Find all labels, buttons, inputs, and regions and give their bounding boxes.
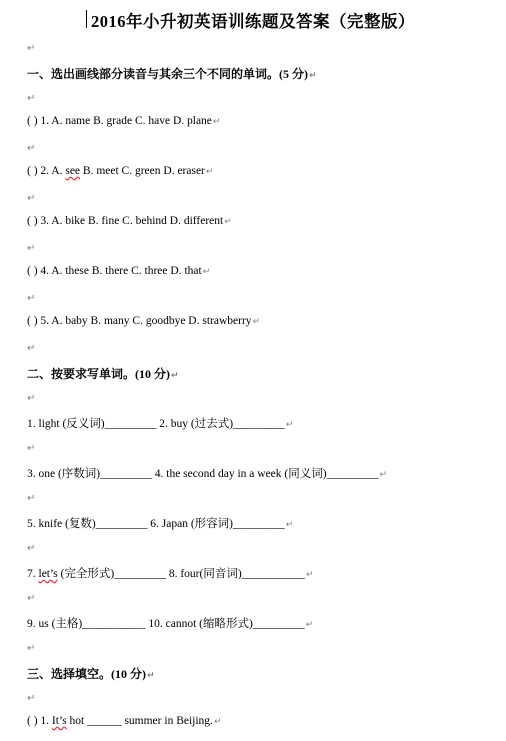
paragraph-mark: ↵ xyxy=(285,520,294,530)
empty-paragraph-mark: ↵ xyxy=(27,243,36,254)
text-cursor xyxy=(86,10,87,28)
spellcheck-word: see xyxy=(65,165,81,177)
spellcheck-word: It’s xyxy=(51,715,67,727)
question-4[interactable]: ( ) 4. A. these B. there C. three D. that↵ xyxy=(27,265,211,277)
choice-question-1[interactable]: ( ) 1. It’s hot ______ summer in Beijing.↵ xyxy=(27,715,222,727)
empty-paragraph-mark: ↵ xyxy=(27,693,36,704)
empty-paragraph-mark: ↵ xyxy=(27,143,36,154)
paragraph-mark: ↵ xyxy=(224,217,232,227)
paragraph-mark: ↵ xyxy=(309,71,317,81)
word-line-1[interactable]: 1. light (反义词)_________ 2. buy (过去式)_________↵ xyxy=(27,418,294,430)
empty-paragraph-mark: ↵ xyxy=(27,193,36,204)
spellcheck-word: let’s xyxy=(38,568,58,580)
word-line-5[interactable]: 9. us (主格)___________ 10. cannot (缩略形式)_________↵ xyxy=(27,618,314,630)
empty-paragraph-mark: ↵ xyxy=(27,293,36,304)
word-line-3[interactable]: 5. knife (复数)_________ 6. Japan (形容词)_________↵ xyxy=(27,518,294,530)
paragraph-mark: ↵ xyxy=(212,117,221,127)
question-5[interactable]: ( ) 5. A. baby B. many C. goodbye D. strawberry↵ xyxy=(27,315,261,327)
empty-paragraph-mark: ↵ xyxy=(27,543,36,554)
section-1-heading[interactable]: 一、选出画线部分读音与其余三个不同的单词。(5 分)↵ xyxy=(27,67,317,81)
paragraph-mark: ↵ xyxy=(252,317,261,327)
question-3[interactable]: ( ) 3. A. bike B. fine C. behind D. different↵ xyxy=(27,215,232,227)
empty-paragraph-mark: ↵ xyxy=(27,43,36,54)
empty-paragraph-mark: ↵ xyxy=(27,443,36,454)
empty-paragraph-mark: ↵ xyxy=(27,643,36,654)
paragraph-mark: ↵ xyxy=(285,420,294,430)
paragraph-mark: ↵ xyxy=(171,371,179,381)
empty-paragraph-mark: ↵ xyxy=(27,393,36,404)
empty-paragraph-mark: ↵ xyxy=(27,93,36,104)
paragraph-mark: ↵ xyxy=(305,620,314,630)
word-line-4[interactable]: 7. let’s (完全形式)_________ 8. four(同音词)___________↵ xyxy=(27,568,314,580)
paragraph-mark: ↵ xyxy=(379,470,387,480)
paragraph-mark: ↵ xyxy=(205,167,214,177)
document-title: 2016年小升初英语训练题及答案（完整版） xyxy=(91,12,415,31)
question-1[interactable]: ( ) 1. A. name B. grade C. have D. plane↵ xyxy=(27,115,221,127)
empty-paragraph-mark: ↵ xyxy=(27,493,36,504)
section-3-heading[interactable]: 三、选择填空。(10 分)↵ xyxy=(27,667,155,681)
paragraph-mark: ↵ xyxy=(305,570,314,580)
empty-paragraph-mark: ↵ xyxy=(27,343,36,354)
paragraph-mark: ↵ xyxy=(202,267,211,277)
word-line-2[interactable]: 3. one (序数词)_________ 4. the second day in a week (同义词)_________↵ xyxy=(27,468,387,480)
empty-paragraph-mark: ↵ xyxy=(27,593,36,604)
section-2-heading[interactable]: 二、按要求写单词。(10 分)↵ xyxy=(27,367,179,381)
paragraph-mark: ↵ xyxy=(213,717,222,727)
paragraph-mark: ↵ xyxy=(147,671,155,681)
question-2[interactable]: ( ) 2. A. see B. meet C. green D. eraser↵ xyxy=(27,165,214,177)
